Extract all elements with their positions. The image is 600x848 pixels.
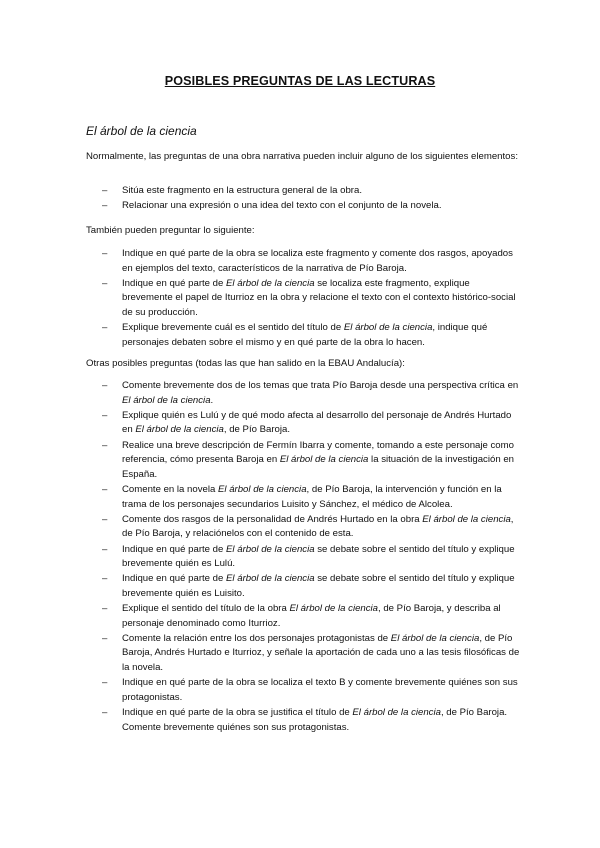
item-text: Comente en la novela — [122, 483, 218, 495]
book-title-text: El árbol de la ciencia — [226, 277, 315, 289]
book-title-text: El árbol de la ciencia — [135, 424, 224, 436]
book-title-text: El árbol de la ciencia — [352, 707, 441, 718]
list-item — [86, 602, 522, 631]
item-text: Comente dos rasgos de la personalidad de Andrés Hurtado en la obra — [122, 513, 423, 525]
list-item — [86, 277, 522, 321]
also-paragraph: También pueden preguntar lo siguiente: — [86, 225, 255, 236]
book-title-text: El árbol de la ciencia — [226, 543, 315, 555]
intro-paragraph: Normalmente, las preguntas de una obra narrativa pueden incluir alguno de los siguientes elementos: — [86, 151, 518, 162]
item-text: , de Pío Baroja. — [223, 424, 291, 436]
bullet-dash: – — [102, 439, 108, 451]
item-text: Indique en qué parte de la obra se justifica el título de — [122, 707, 353, 718]
document-title: POSIBLES PREGUNTAS DE LAS LECTURAS — [164, 74, 436, 88]
item-text: Indique en qué parte de la obra se localiza este fragmento y comente dos rasgos, apoyados en ejemplos del texto, característicos de la narrativa de Pío Baroja. — [122, 248, 513, 274]
item-text: , de Pío Baroja, y relaciónelos con el contenido de esta. — [122, 513, 514, 540]
list-item — [86, 706, 522, 735]
item-text: , de Pío Baroja, y describa al personaje denominado como Iturrioz. — [122, 603, 501, 629]
item-text: Indique en qué parte de — [122, 277, 227, 289]
bullet-dash: – — [102, 603, 108, 615]
book-title-text: El árbol de la ciencia — [289, 603, 379, 615]
item-text: se debate sobre el sentido del título y explique brevemente quién es Luisito. — [122, 573, 515, 599]
item-text: Indique en qué parte de — [122, 573, 227, 585]
item-text: , indique qué personajes debaten sobre el mismo y en qué parte de la obra lo hacen. — [122, 322, 488, 348]
other-list — [86, 379, 522, 736]
item-text: Indique en qué parte de la obra se localiza el texto B y comente brevemente quiénes son sus protagonistas. — [122, 677, 518, 703]
list-item — [86, 199, 522, 214]
list-item — [86, 409, 522, 438]
list-item — [86, 379, 522, 408]
book-title-text: El árbol de la ciencia — [218, 483, 307, 495]
item-text: Sitúa este fragmento en la estructura general de la obra. — [122, 185, 362, 196]
book-title-text: El árbol de la ciencia — [279, 454, 369, 466]
list-item — [86, 483, 522, 512]
bullet-dash: – — [102, 677, 108, 689]
bullet-dash: – — [102, 573, 108, 585]
bullet-dash: – — [102, 248, 108, 259]
bullet-dash: – — [102, 277, 108, 289]
item-text: Comente brevemente dos de los temas que trata Pío Baroja desde una perspectiva crítica en — [122, 380, 519, 391]
item-text: Indique en qué parte de — [122, 543, 227, 555]
item-text: Explique brevemente cuál es el sentido del título de — [122, 322, 344, 334]
book-title-text: El árbol de la ciencia — [343, 322, 433, 334]
bullet-dash: – — [102, 409, 108, 421]
bullet-dash: – — [102, 543, 108, 555]
bullet-dash: – — [102, 380, 108, 391]
bullet-dash: – — [102, 322, 108, 334]
list-item — [86, 513, 522, 542]
bullet-dash: – — [102, 632, 108, 644]
item-text: Realice una breve descripción de Fermín Ibarra y comente, tomando a este personaje como referencia, cómo presenta Baroja en — [122, 439, 514, 466]
bullet-dash: – — [102, 200, 108, 212]
list-item — [86, 439, 522, 483]
bullet-dash: – — [102, 185, 108, 196]
list-item — [86, 572, 522, 601]
item-text: Relacionar una expresión o una idea del texto con el conjunto de la novela. — [122, 200, 442, 212]
item-text: la situación de la investigación en España. — [122, 454, 514, 480]
item-text: , de Pío Baroja, la intervención y función en la trama de los personajes secundarios Luisito y Sánchez, el médico de Alcolea. — [122, 483, 502, 510]
list-item — [86, 184, 522, 199]
bullet-dash: – — [102, 707, 108, 718]
item-text: se localiza este fragmento, explique brevemente el papel de Iturrioz en la obra y relacione el texto con el contexto histórico-social de su producción. — [122, 277, 516, 318]
book-title-text: El árbol de la ciencia — [390, 632, 480, 644]
item-text: Comente la relación entre los dos personajes protagonistas de — [122, 632, 391, 644]
item-text: , de Pío Baroja, Andrés Hurtado e Iturrioz, y señale la aportación de cada uno a las tesis filosóficas de la novela. — [122, 632, 520, 674]
list-item — [86, 543, 522, 572]
list-item — [86, 632, 522, 676]
list-item — [86, 321, 522, 350]
bullet-dash: – — [102, 513, 108, 525]
book-title-text: El árbol de la ciencia — [122, 394, 211, 406]
book-title-text: El árbol de la ciencia — [422, 513, 511, 525]
bullet-dash: – — [102, 483, 108, 495]
list-item — [86, 247, 522, 276]
item-text: Explique el sentido del título de la obra — [122, 603, 290, 615]
section-title: El árbol de la ciencia — [86, 124, 197, 138]
also-list — [86, 247, 522, 351]
intro-list — [86, 184, 522, 214]
item-text: se debate sobre el sentido del título y explique brevemente quién es Lulú. — [122, 543, 515, 570]
list-item — [86, 676, 522, 705]
item-text: Explique quién es Lulú y de qué modo afecta al desarrollo del personaje de Andrés Hurtado en — [122, 409, 512, 436]
book-title-text: El árbol de la ciencia — [226, 573, 315, 585]
item-text: , de Pío Baroja. Comente brevemente quiénes son sus protagonistas. — [122, 707, 508, 733]
other-paragraph: Otras posibles preguntas (todas las que han salido en la EBAU Andalucía): — [86, 358, 405, 369]
item-text: . — [210, 394, 214, 406]
